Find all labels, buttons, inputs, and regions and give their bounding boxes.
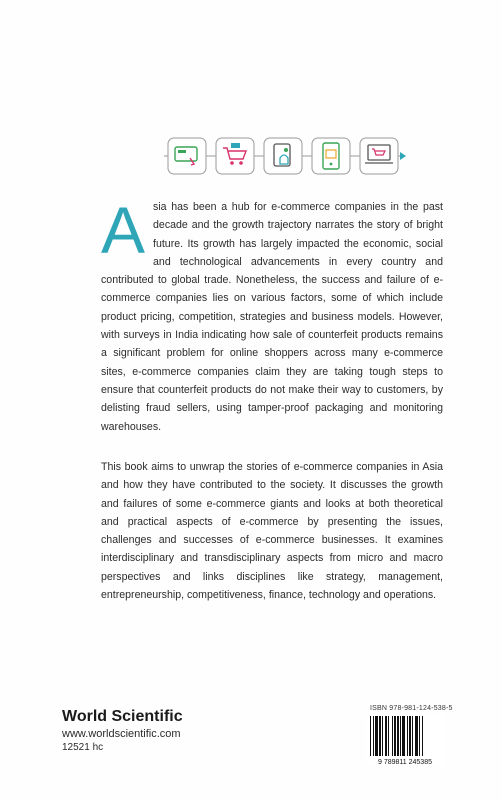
hand-tapping-device-icon [264, 138, 302, 174]
publisher-block [62, 707, 183, 755]
description-paragraph-2: This book aims to unwrap the stories of e-commerce companies in Asia and how they have contributed to the society. It discusses the growth and failures of some e-commerce giants and looks at both theoretical and practical aspects of e-commerce by presenting the issues, challenges and successes of e-commerce businesses. It examines interdisciplinary and transdisciplinary aspects from micro and macro perspectives and links disciplines like strategy, management, entrepreneurship, competitiveness, finance, technology and operations. [101, 461, 443, 602]
paragraph-1-text: sia has been a hub for e-commerce companies in the past decade and the growth trajectory narrates the story of bright future. Its growth has largely impacted the economic, social and technological advancements in every country and contributed to global trade. Nonetheless, the success and failure of e-commerce companies lies on various factors, some of which include product pricing, competition, strategies and business models. However, with surveys in India indicating how sale of counterfeit products remains a significant problem for online shoppers across many e-commerce sites, e-commerce companies claim they are taking tough steps to ensure that counterfeit products do not make their way to customers, by delisting fraud sellers, using tamper-proof packaging and monitoring warehouses. [101, 201, 443, 433]
barcode-digits: 9 789811 245385 [378, 759, 432, 766]
online-payment-icon [168, 138, 206, 174]
mobile-shop-icon [312, 138, 350, 174]
description-paragraph-1 [101, 193, 443, 436]
drop-cap: A [101, 193, 146, 267]
ecommerce-icon-strip [160, 130, 410, 182]
publisher-name: World Scientific [62, 708, 183, 725]
publisher-url: www.worldscientific.com [62, 728, 181, 740]
publisher-code: 12521 hc [62, 742, 104, 753]
isbn-barcode [366, 714, 444, 766]
icon-strip-graphic [160, 130, 410, 182]
shopping-cart-icon [216, 138, 254, 174]
isbn-label: ISBN 978-981-124-538-5 [370, 705, 453, 712]
laptop-cart-icon [360, 138, 398, 174]
